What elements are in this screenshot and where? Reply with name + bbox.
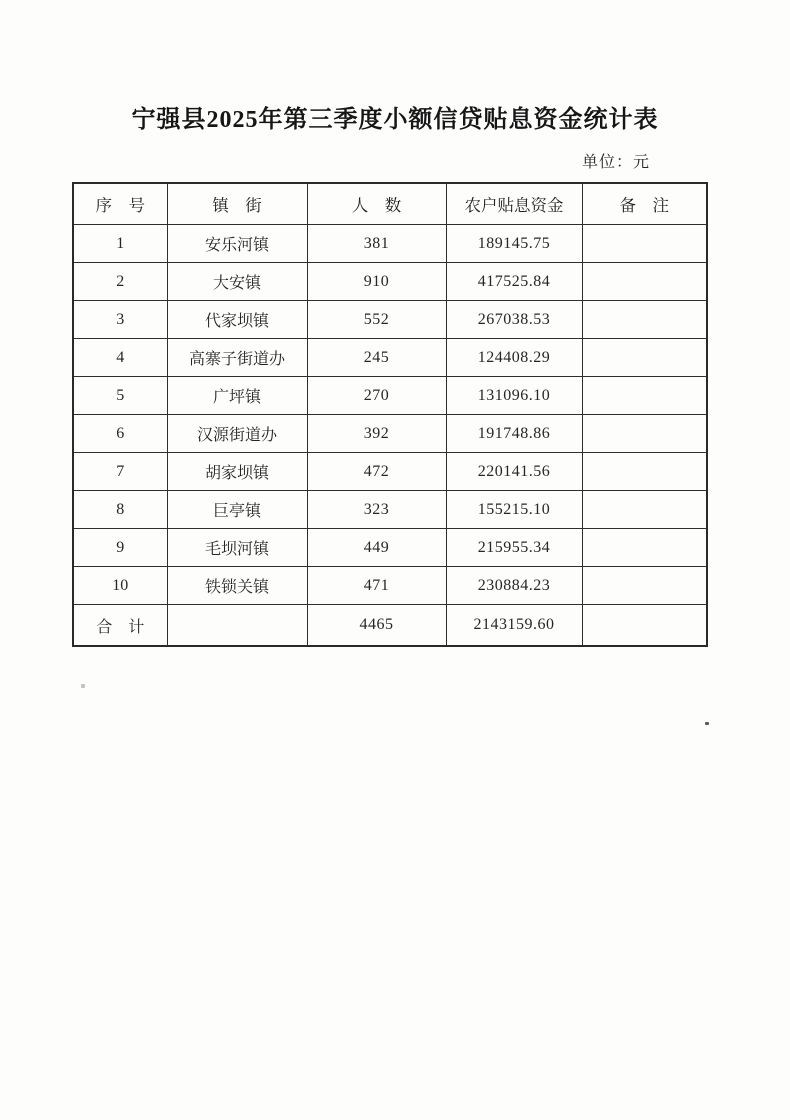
cell-people: 323 <box>307 491 446 529</box>
table-row <box>73 225 707 263</box>
cell-serial: 10 <box>73 567 167 605</box>
cell-subsidy: 230884.23 <box>446 567 582 605</box>
cell-remark <box>582 453 707 491</box>
total-people: 4465 <box>307 605 446 647</box>
cell-subsidy: 124408.29 <box>446 339 582 377</box>
cell-town: 代家坝镇 <box>167 301 307 339</box>
cell-subsidy: 417525.84 <box>446 263 582 301</box>
cell-serial: 3 <box>73 301 167 339</box>
cell-town: 广坪镇 <box>167 377 307 415</box>
total-town <box>167 605 307 647</box>
table-row <box>73 263 707 301</box>
unit-label: 单位：元 <box>582 154 651 171</box>
cell-town: 巨亭镇 <box>167 491 307 529</box>
header-serial: 序 号 <box>73 183 167 225</box>
table-row <box>73 415 707 453</box>
cell-subsidy: 215955.34 <box>446 529 582 567</box>
total-subsidy: 2143159.60 <box>446 605 582 647</box>
cell-remark <box>582 339 707 377</box>
cell-subsidy: 191748.86 <box>446 415 582 453</box>
total-label: 合 计 <box>73 605 167 647</box>
cell-serial: 2 <box>73 263 167 301</box>
cell-town: 大安镇 <box>167 263 307 301</box>
cell-subsidy: 189145.75 <box>446 225 582 263</box>
table-row <box>73 301 707 339</box>
cell-subsidy: 220141.56 <box>446 453 582 491</box>
cell-town: 高寨子街道办 <box>167 339 307 377</box>
header-town: 镇 街 <box>167 183 307 225</box>
table-row <box>73 567 707 605</box>
cell-people: 449 <box>307 529 446 567</box>
cell-people: 552 <box>307 301 446 339</box>
cell-people: 381 <box>307 225 446 263</box>
cell-serial: 9 <box>73 529 167 567</box>
cell-people: 270 <box>307 377 446 415</box>
cell-remark <box>582 263 707 301</box>
subsidy-stats-table <box>72 182 708 647</box>
cell-town: 毛坝河镇 <box>167 529 307 567</box>
document-title: 宁强县2025年第三季度小额信贷贴息资金统计表 <box>131 107 659 133</box>
scan-artifact-speck <box>81 684 85 688</box>
cell-remark <box>582 567 707 605</box>
table-row <box>73 491 707 529</box>
cell-serial: 7 <box>73 453 167 491</box>
cell-people: 471 <box>307 567 446 605</box>
table-row <box>73 377 707 415</box>
cell-serial: 1 <box>73 225 167 263</box>
cell-town: 汉源街道办 <box>167 415 307 453</box>
cell-remark <box>582 377 707 415</box>
cell-people: 910 <box>307 263 446 301</box>
cell-serial: 5 <box>73 377 167 415</box>
cell-subsidy: 267038.53 <box>446 301 582 339</box>
cell-serial: 6 <box>73 415 167 453</box>
cell-remark <box>582 415 707 453</box>
cell-subsidy: 155215.10 <box>446 491 582 529</box>
scan-artifact-speck <box>705 722 709 725</box>
cell-town: 安乐河镇 <box>167 225 307 263</box>
cell-town: 胡家坝镇 <box>167 453 307 491</box>
cell-people: 392 <box>307 415 446 453</box>
table-row <box>73 453 707 491</box>
cell-remark <box>582 225 707 263</box>
table-total-row <box>73 605 707 647</box>
cell-remark <box>582 491 707 529</box>
header-subsidy: 农户贴息资金 <box>446 183 582 225</box>
header-remark: 备 注 <box>582 183 707 225</box>
table-header-row <box>73 183 707 225</box>
cell-remark <box>582 529 707 567</box>
cell-town: 铁锁关镇 <box>167 567 307 605</box>
cell-people: 472 <box>307 453 446 491</box>
table-row <box>73 339 707 377</box>
cell-serial: 4 <box>73 339 167 377</box>
cell-people: 245 <box>307 339 446 377</box>
header-people: 人 数 <box>307 183 446 225</box>
cell-serial: 8 <box>73 491 167 529</box>
table-row <box>73 529 707 567</box>
cell-subsidy: 131096.10 <box>446 377 582 415</box>
cell-remark <box>582 301 707 339</box>
total-remark <box>582 605 707 647</box>
